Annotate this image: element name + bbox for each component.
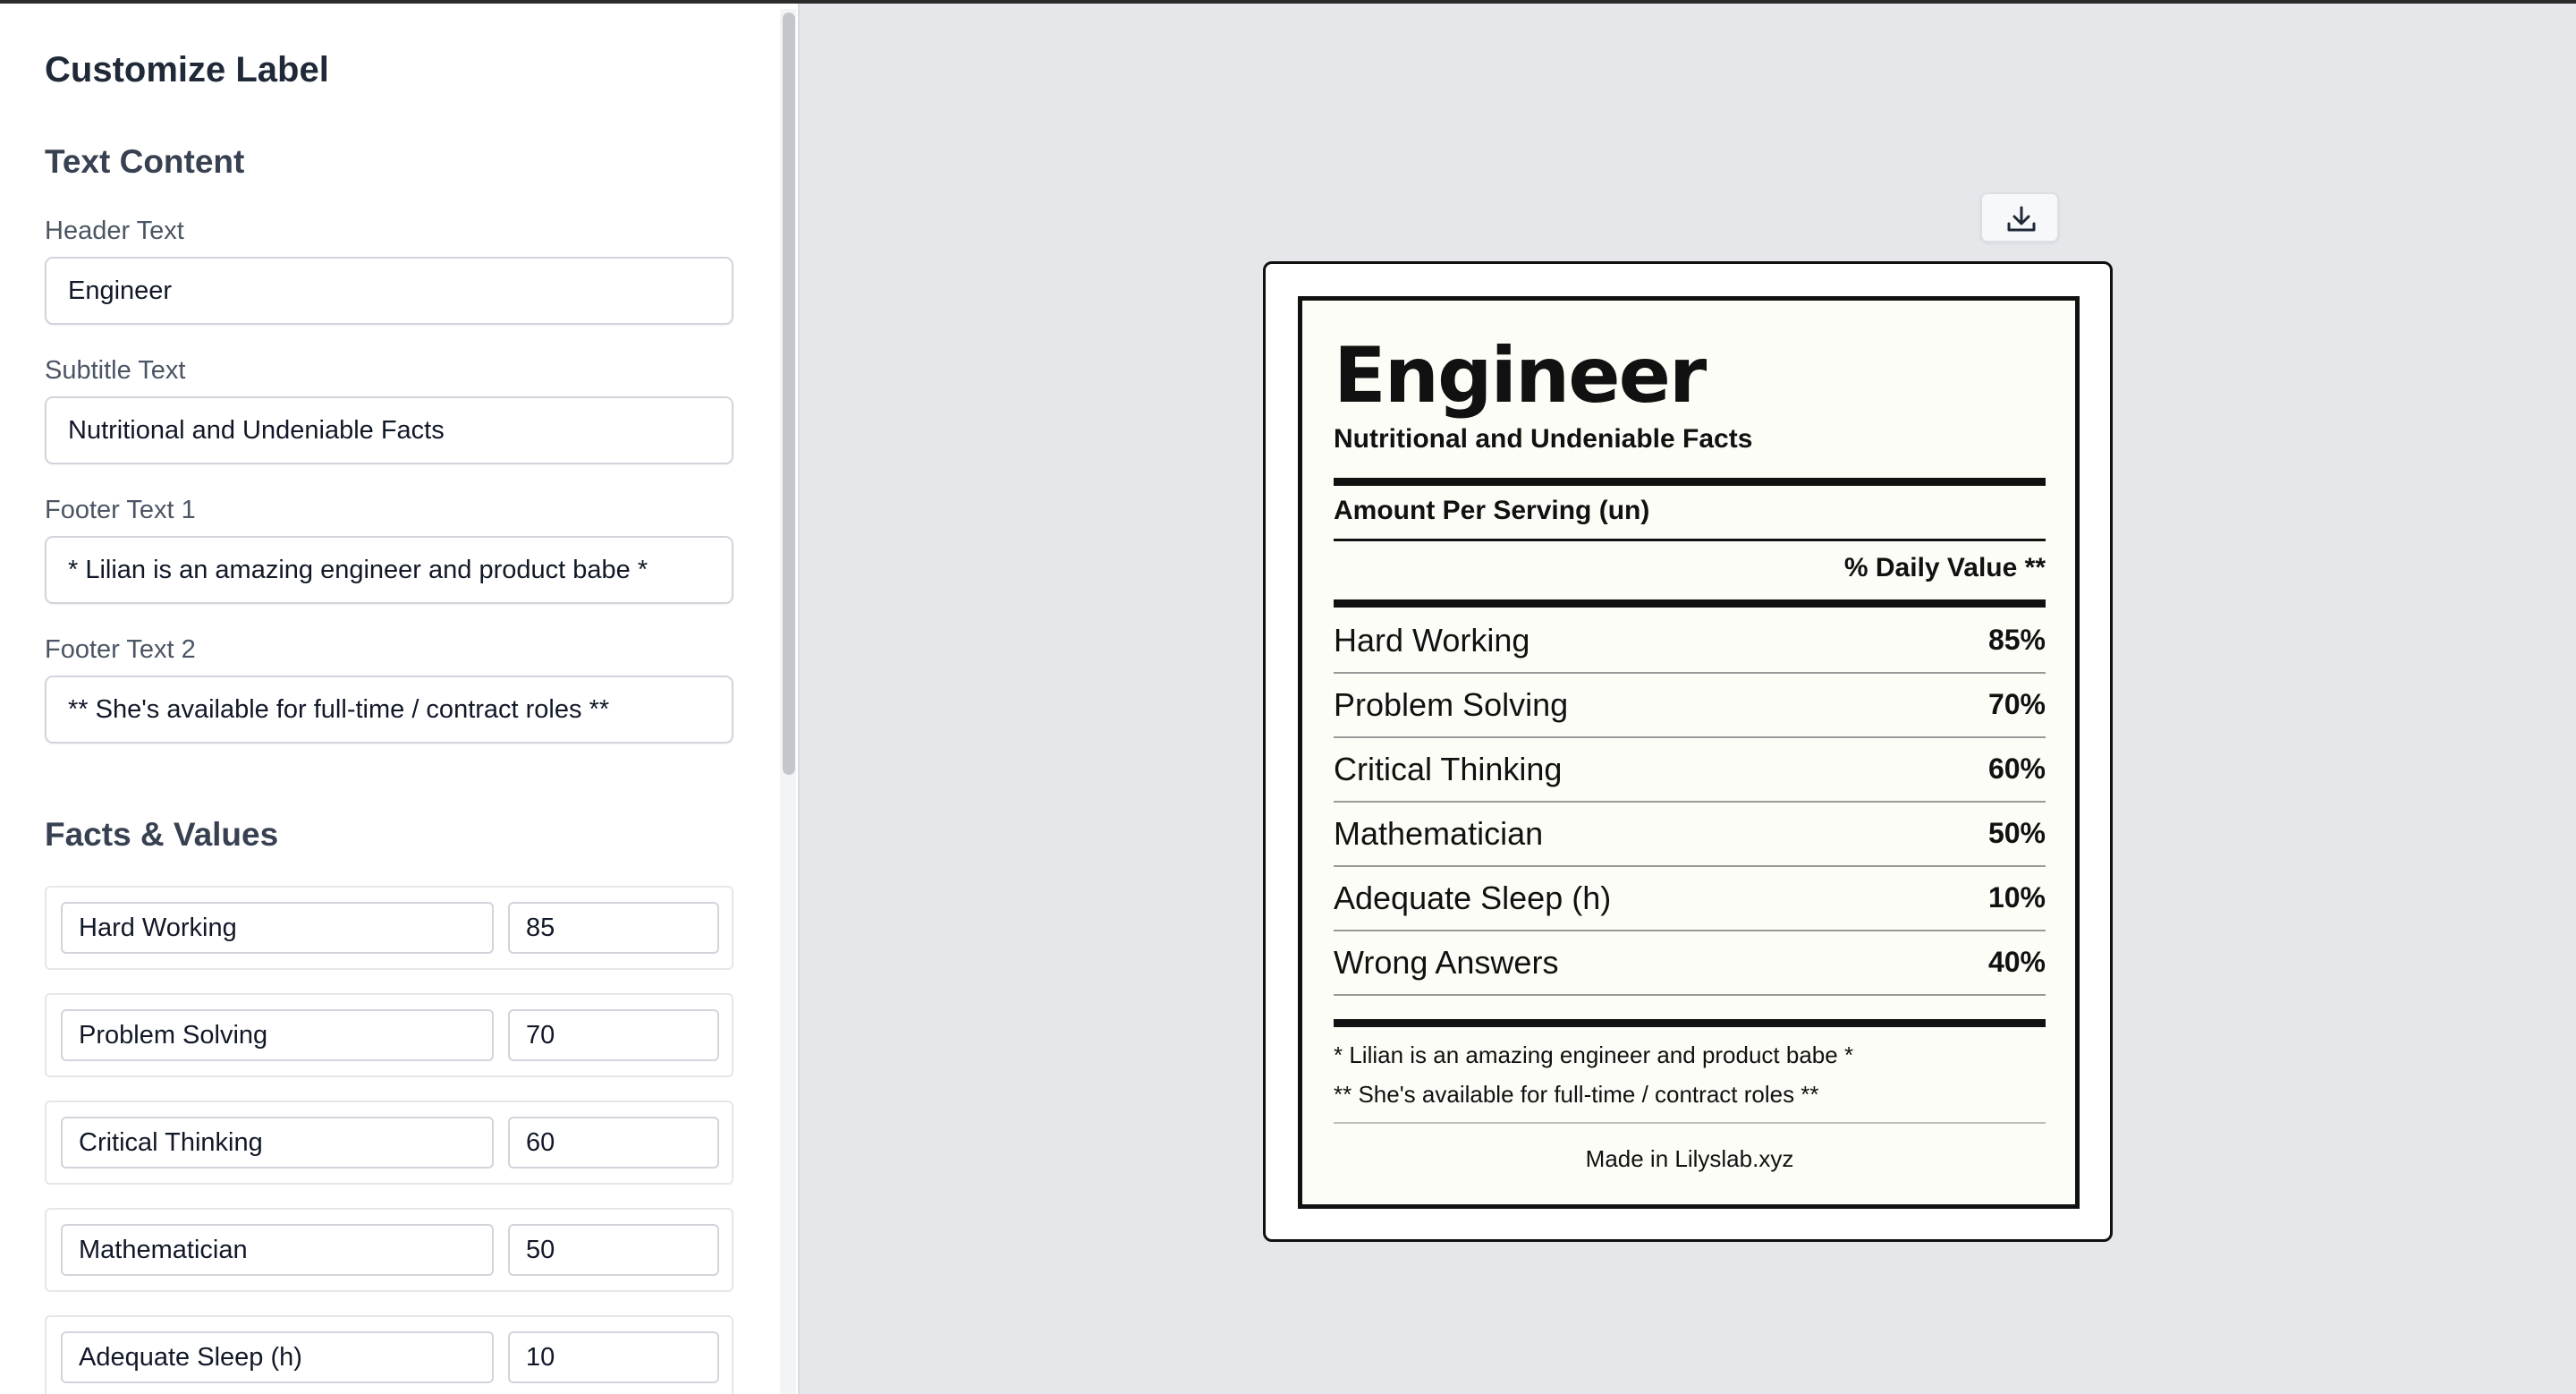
daily-value-header: % Daily Value ** [1843, 553, 2046, 582]
label-subtitle: Nutritional and Undeniable Facts [1334, 424, 1753, 454]
label-fact-row [1334, 930, 2046, 996]
label-fact-name: Adequate Sleep (h) [1334, 880, 1612, 916]
fact-name-input[interactable] [61, 1331, 494, 1383]
label-fact-row [1334, 865, 2046, 931]
label-credit: Made in Lilyslab.xyz [1585, 1145, 1794, 1172]
fact-editor-row [45, 1101, 733, 1185]
label-fact-row [1334, 608, 2046, 674]
panel-title: Customize Label [45, 50, 329, 89]
label-preview-card [1263, 261, 2113, 1242]
fact-name-input[interactable] [61, 1009, 494, 1061]
fact-value-input[interactable] [508, 902, 719, 954]
thick-divider [1334, 478, 2046, 486]
fact-value-input[interactable] [508, 1224, 719, 1276]
footer-text-1-input[interactable] [45, 536, 733, 604]
fact-editor-row [45, 993, 733, 1077]
thick-divider [1334, 599, 2046, 608]
fact-name-input[interactable] [61, 1224, 494, 1276]
fact-editor-row [45, 1208, 733, 1292]
label-fact-row [1334, 801, 2046, 867]
text-content-heading: Text Content [45, 143, 245, 180]
label-fact-name: Wrong Answers [1334, 944, 1559, 981]
facts-values-heading: Facts & Values [45, 816, 279, 853]
label-footer-2: ** She's available for full-time / contract roles ** [1334, 1081, 1819, 1108]
footer-divider [1334, 1122, 2046, 1124]
label-fact-row [1334, 736, 2046, 803]
fact-name-input[interactable] [61, 902, 494, 954]
footer-text-2-label: Footer Text 2 [45, 635, 196, 664]
footer-text-1-label: Footer Text 1 [45, 496, 196, 524]
header-text-label: Header Text [45, 217, 184, 245]
label-fact-value: 40% [1987, 946, 2046, 978]
label-fact-value: 60% [1987, 752, 2046, 785]
subtitle-text-input[interactable] [45, 396, 733, 464]
serving-line: Amount Per Serving (un) [1334, 496, 1650, 525]
subtitle-text-label: Subtitle Text [45, 356, 186, 385]
label-header: Engineer [1334, 331, 1706, 421]
footer-text-2-input[interactable] [45, 676, 733, 744]
fact-value-input[interactable] [508, 1117, 719, 1169]
download-icon [2005, 205, 2038, 234]
label-fact-name: Critical Thinking [1334, 751, 1563, 787]
label-fact-name: Mathematician [1334, 815, 1544, 852]
sidebar-scrollbar-thumb[interactable] [783, 13, 795, 775]
thin-divider [1334, 539, 2046, 541]
customize-sidebar [0, 4, 800, 1394]
label-footer-1: * Lilian is an amazing engineer and product babe * [1334, 1041, 1854, 1068]
label-fact-row [1334, 672, 2046, 738]
fact-editor-row [45, 1315, 733, 1394]
fact-editor-row [45, 886, 733, 970]
label-fact-value: 85% [1987, 624, 2046, 656]
label-fact-value: 50% [1987, 817, 2046, 849]
label-fact-name: Hard Working [1334, 622, 1530, 659]
download-button[interactable] [1980, 192, 2059, 242]
label-fact-value: 10% [1987, 881, 2046, 914]
fact-name-input[interactable] [61, 1117, 494, 1169]
header-text-input[interactable] [45, 257, 733, 325]
fact-value-input[interactable] [508, 1331, 719, 1383]
nutrition-label [1298, 296, 2080, 1209]
fact-value-input[interactable] [508, 1009, 719, 1061]
thick-divider [1334, 1019, 2046, 1027]
label-fact-value: 70% [1987, 688, 2046, 720]
label-fact-name: Problem Solving [1334, 686, 1569, 723]
